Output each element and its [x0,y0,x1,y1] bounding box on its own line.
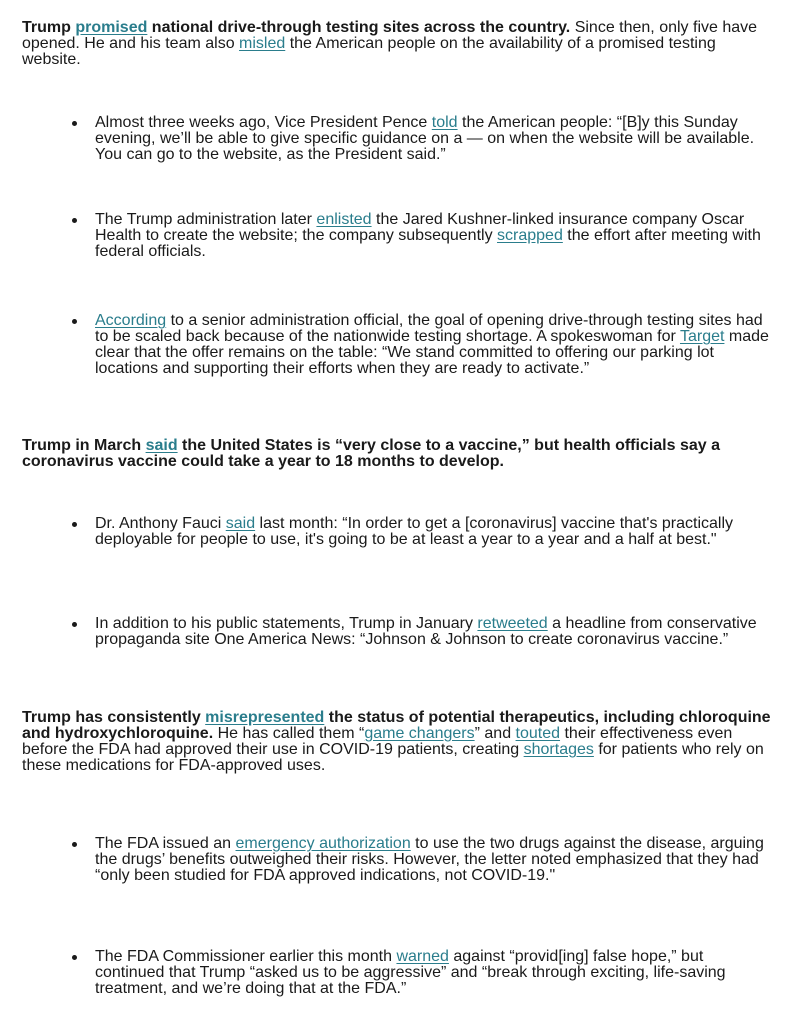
bullet-icon [72,115,81,131]
told-link[interactable]: told [431,114,458,131]
bullet-text [95,313,772,377]
bullet-icon [72,212,81,228]
promised-link[interactable]: promised [75,19,148,36]
text: the American people: “[B]y this Sunday evening, we’ll be able to give specific guidance on a — on when the website will be available. You can go to the website, as the President said.” [95,114,755,163]
shortages-link[interactable]: shortages [523,741,594,758]
misled-link[interactable]: misled [239,35,286,52]
section-1-lead [22,19,570,36]
lead-text: Trump has consistently [22,709,206,726]
emergency-authorization-link[interactable]: emergency authorization [235,835,411,852]
text: The FDA Commissioner earlier this month [95,948,397,965]
text: The FDA issued an [95,835,236,852]
bullet-text [95,516,772,548]
retweeted-link[interactable]: retweeted [477,615,548,632]
body-text: He has called them “ [213,725,365,742]
warned-link[interactable]: warned [396,948,449,965]
scrapped-link[interactable]: scrapped [497,227,563,244]
touted-link[interactable]: touted [515,725,561,742]
bullet-text [95,616,772,648]
target-link[interactable]: Target [679,328,725,345]
lead-text: Trump in March [22,437,146,454]
section-2-lead [22,437,720,470]
text: against “provid[ing] false hope,” but continued that Trump “asked us to be aggressive” and “break through exciting, life-saving treatment, and we’re doing that at the FDA.” [95,948,726,997]
text: In addition to his public statements, Trump in January [95,615,478,632]
text: last month: “In order to get a [coronavirus] vaccine that's practically deployable for people to use, it's going to be at least a year to a year and a half at best." [95,515,734,548]
body-text: Since then, only five have opened. He and his team also [22,19,758,52]
lead-text: the status of potential therapeutics, including chloroquine and hydroxychloroquine. [22,709,771,742]
bullet-icon [72,616,81,632]
section-1-intro [22,20,772,68]
fauci-said-link[interactable]: said [225,515,256,532]
section-2-intro [22,438,772,470]
bullet-text [95,836,772,884]
lead-text: national drive-through testing sites across the country. [147,19,571,36]
text: to a senior administration official, the goal of opening drive-through testing sites had to be scaled back because of the nationwide testing shortage. A spokeswoman for [95,312,763,345]
bullet-text [95,115,772,163]
lead-text: the United States is “very close to a vaccine,” but health officials say a coronavirus vaccine could take a year to 18 months to develop. [22,437,721,470]
bullet-icon [72,516,81,532]
bullet-icon [72,949,81,965]
section-3-intro [22,710,772,774]
text: to use the two drugs against the disease, arguing the drugs’ benefits outweighed their risks. However, the letter noted emphasized that they had “only been studied for FDA approved indications, not COVID-19." [95,835,764,884]
text: Dr. Anthony Fauci [95,515,226,532]
text: the Jared Kushner-linked insurance company Oscar Health to create the website; the company subsequently [95,211,745,244]
bullet-icon [72,836,81,852]
game-changers-link[interactable]: game changers [364,725,475,742]
text: the effort after meeting with federal officials. [95,227,761,260]
text: The Trump administration later [95,211,317,228]
text: made clear that the offer remains on the table: “We stand committed to offering our parking lot locations and supporting their efforts when they are ready to activate.” [95,328,769,377]
body-text: ” and [474,725,516,742]
body-text: their effectiveness even before the FDA had approved their use in COVID-19 patients, creating [22,725,733,758]
lead-text: Trump [22,19,76,36]
body-text: the American people on the availability of a promised testing website. [22,35,716,68]
enlisted-link[interactable]: enlisted [316,211,372,228]
said-link[interactable]: said [145,437,178,454]
bullet-text [95,949,772,997]
misrepresented-link[interactable]: misrepresented [205,709,325,726]
text: Almost three weeks ago, Vice President Pence [95,114,432,131]
bullet-icon [72,313,81,329]
according-link[interactable]: According [95,312,167,329]
bullet-text [95,212,772,260]
text: a headline from conservative propaganda site One America News: “Johnson & Johnson to create coronavirus vaccine.” [95,615,757,648]
body-text: for patients who rely on these medications for FDA-approved uses. [22,741,764,774]
